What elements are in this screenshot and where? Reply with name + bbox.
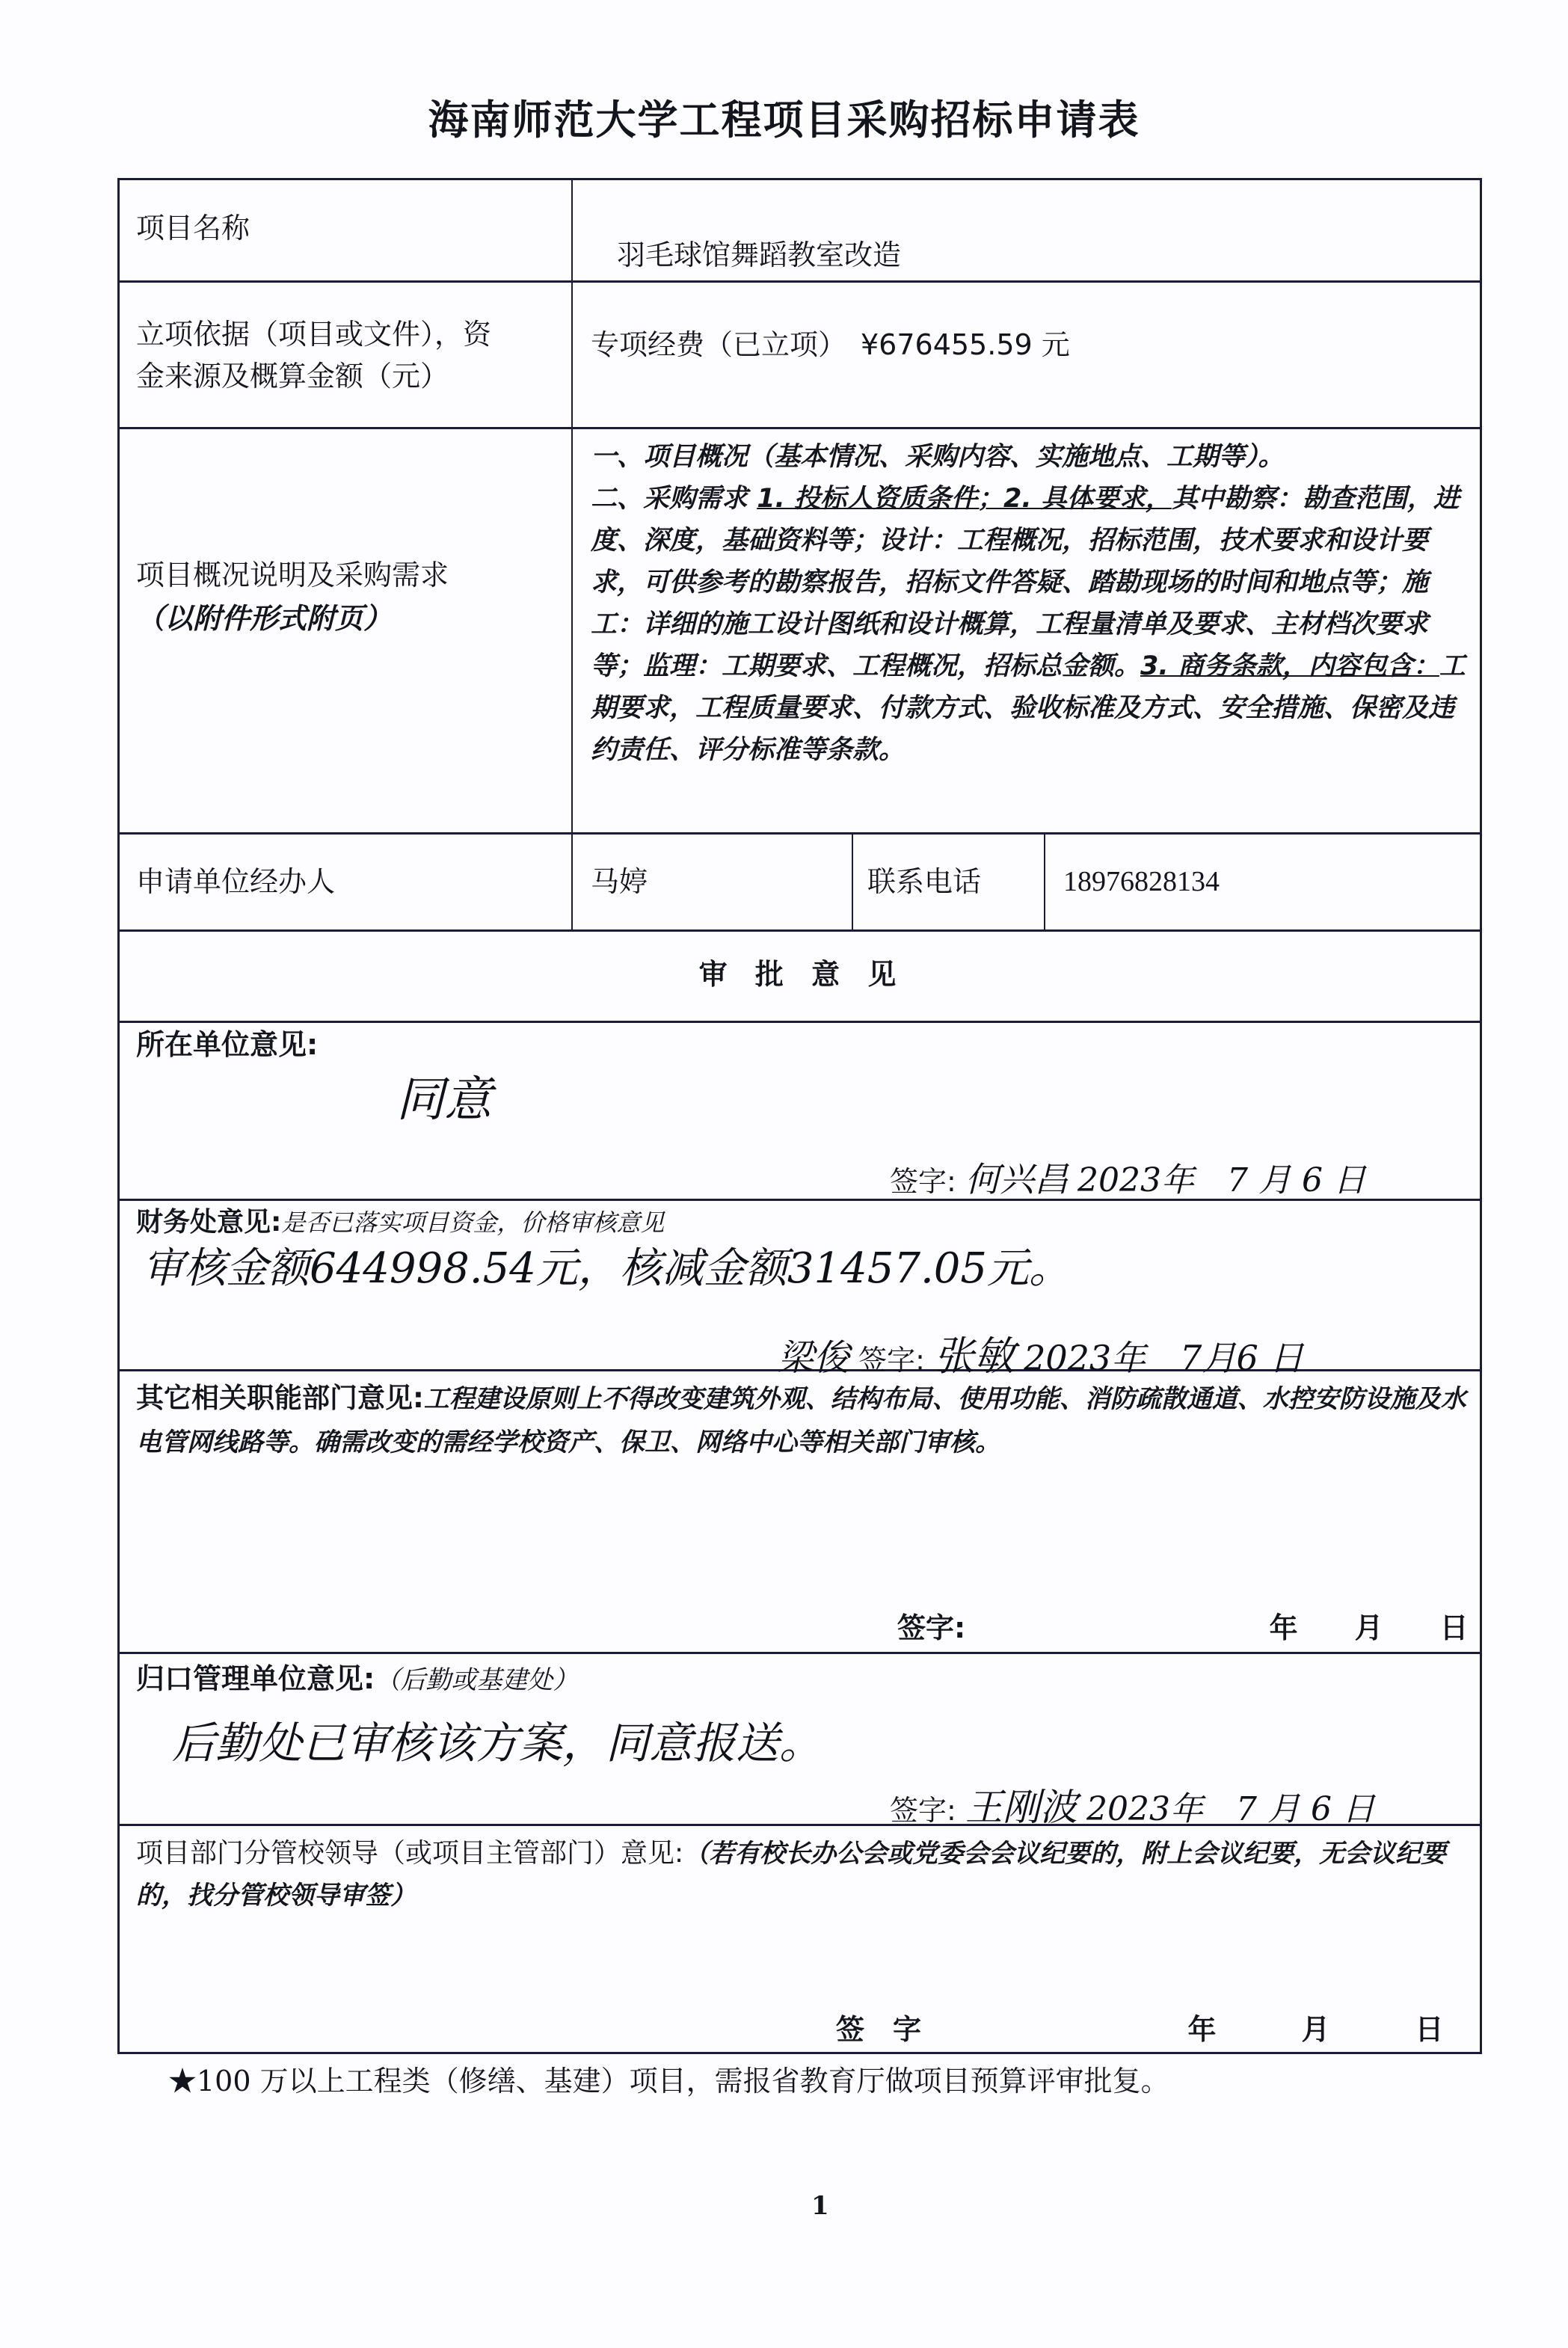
other-depts-opinion <box>136 1377 1475 1464</box>
procurement-application-form <box>117 178 1482 2054</box>
other-depts-signature-line <box>897 1605 1469 1646</box>
column-divider <box>852 832 853 929</box>
management-signature-line <box>890 1777 1375 1831</box>
overview-item-2: 二、采购需求 1. 投标人资质条件；2. 具体要求，其中勘察：勘查范围，进度、深度，基础资料等；设计：工程概况，招标范围，技术要求和设计要求，可供参考的勘察报告，招标文件答疑、踏勘现场的时间和地点等；施工：详细的施工设计图纸和设计概算，工程量清单及要求、主材档次要求等；监理：工期要求、工程概况，招标总金额。3. 商务条款，内容包含：工期要求，工程质量要求、付款方式、验收标准及方式、安全措施、保密及违约责任、评分标准等条款。 <box>591 484 1466 765</box>
row-divider <box>120 1652 1480 1654</box>
approval-header: 审 批 意 见 <box>698 958 906 991</box>
unit-opinion-handwritten: 同意 <box>396 1072 492 1128</box>
phone-value: 18976828134 <box>1063 866 1220 897</box>
overview-label-line1: 项目概况说明及采购需求 <box>136 559 449 591</box>
other-depts-date: 年 月 日 <box>1269 1611 1469 1644</box>
finance-opinion-handwritten: 审核金额644998.54元，核减金额31457.05元。 <box>142 1244 1072 1293</box>
unit-signature: 何兴昌 <box>965 1159 1069 1199</box>
sign-label: 签字: <box>890 1165 956 1198</box>
finance-signature: 张敏 <box>934 1333 1015 1380</box>
unit-signature-line <box>890 1152 1366 1202</box>
other-depts-hint: 工程建设原则上不得改变建筑外观、结构布局、使用功能、消防疏散通道、水控安防设施及水电管网线路等。确需改变的需经学校资产、保卫、网络中心等相关部门审核。 <box>136 1384 1466 1457</box>
funding-label-line2: 金来源及概算金额（元） <box>136 360 449 393</box>
funding-label-line1: 立项依据（项目或文件），资 <box>136 318 492 351</box>
project-name-value: 羽毛球馆舞蹈教室改造 <box>617 239 902 271</box>
leader-signature-line <box>836 2006 1444 2047</box>
applicant-label: 申请单位经办人 <box>136 865 336 898</box>
leader-date: 年 月 日 <box>1187 2013 1444 2046</box>
sign-label: 签字: <box>897 1611 966 1644</box>
management-date: 2023年 7 月 6 日 <box>1086 1790 1375 1828</box>
row-divider <box>120 1021 1480 1023</box>
management-signature: 王刚波 <box>965 1786 1077 1829</box>
finance-signature-line <box>778 1324 1303 1382</box>
column-divider <box>1044 832 1045 929</box>
column-divider <box>571 180 573 929</box>
overview-item-1: 一、项目概况（基本情况、采购内容、实施地点、工期等）。 <box>591 442 1285 472</box>
overview-label-line2: （以附件形式附页） <box>136 602 393 635</box>
management-opinion-label-row <box>136 1658 578 1701</box>
other-depts-label: 其它相关职能部门意见: <box>136 1382 424 1414</box>
page-number: 1 <box>811 2191 829 2221</box>
row-divider <box>120 832 1480 835</box>
phone-label: 联系电话 <box>867 865 982 898</box>
leader-opinion <box>136 1833 1478 1917</box>
finance-date: 2023年 7月6 日 <box>1024 1338 1304 1378</box>
row-divider <box>120 929 1480 932</box>
leader-label: 项目部门分管校领导（或项目主管部门）意见: <box>136 1838 684 1869</box>
applicant-name: 马婷 <box>591 865 648 898</box>
sign-label: 签字: <box>858 1344 925 1377</box>
finance-opinion-label-row <box>136 1202 664 1244</box>
management-opinion-handwritten: 后勤处已审核该方案，同意报送。 <box>172 1718 823 1768</box>
footnote: ★100 万以上工程类（修缮、基建）项目，需报省教育厅做项目预算评审批复。 <box>168 2065 1169 2097</box>
leader-hint: （若有校长办公会或党委会会议纪要的，附上会议纪要，无会议纪要的，找分管校领导审签） <box>136 1839 1447 1911</box>
unit-opinion-label: 所在单位意见: <box>136 1028 319 1061</box>
management-hint: （后勤或基建处） <box>375 1665 579 1695</box>
unit-date: 2023年 7 月 6 日 <box>1077 1161 1366 1199</box>
finance-opinion-label: 财务处意见: <box>136 1207 282 1238</box>
project-name-label: 项目名称 <box>136 212 250 245</box>
finance-reviewer: 梁俊 <box>778 1337 850 1379</box>
management-label: 归口管理单位意见: <box>136 1662 375 1695</box>
row-divider <box>120 427 1480 429</box>
sign-label: 签 字 <box>836 2013 922 2046</box>
row-divider <box>120 280 1480 283</box>
overview-description <box>591 436 1473 771</box>
sign-label: 签字: <box>890 1794 956 1827</box>
page-title: 海南师范大学工程项目采购招标申请表 <box>428 96 1140 144</box>
funding-value: 专项经费（已立项） ¥676455.59 元 <box>591 328 1070 361</box>
finance-opinion-hint: 是否已落实项目资金，价格审核意见 <box>281 1208 665 1237</box>
